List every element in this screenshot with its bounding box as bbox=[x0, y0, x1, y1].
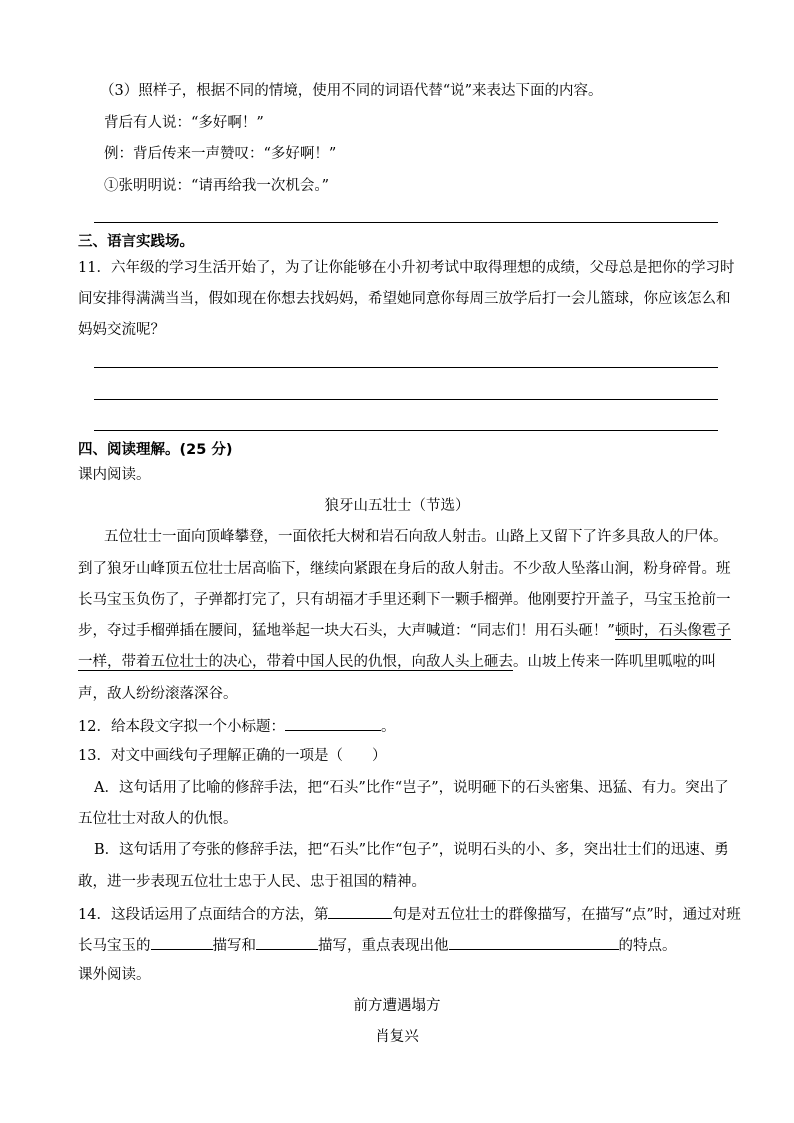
underlined-sentence-start: 顿时，石头像雹子 bbox=[614, 623, 731, 639]
passage-line-3: 长马宝玉负伤了，子弹都打完了，只有胡福才手里还剩下一颗手榴弹。他刚要拧开盖子，马宝玉抢前一 bbox=[78, 592, 731, 608]
q14-text-3: 长马宝玉的 bbox=[78, 938, 151, 954]
q14-text-6: 的特点。 bbox=[618, 938, 677, 954]
passage-line-4 bbox=[78, 621, 731, 641]
q12-end: 。 bbox=[380, 719, 396, 735]
passage-line-5-text: 。山坡上传来一阵叽里呱啦的叫 bbox=[513, 654, 716, 670]
passage-line-2: 到了狼牙山峰顶五位壮士居高临下，继续向紧跟在身后的敌人射击。不少敌人坠落山涧，粉身碎骨。班 bbox=[78, 561, 731, 577]
q3-instruction: （3）照样子，根据不同的情境，使用不同的词语代替“说”来表达下面的内容。 bbox=[100, 83, 603, 99]
extracurricular-reading-label: 课外阅读。 bbox=[78, 967, 151, 983]
q12-text: 12．给本段文字拟一个小标题： bbox=[78, 719, 285, 735]
answer-line[interactable] bbox=[94, 430, 718, 431]
answer-line[interactable] bbox=[94, 399, 718, 400]
q14-text-4: 描写和 bbox=[212, 938, 256, 954]
q3-original-sentence: 背后有人说：“多好啊！” bbox=[104, 115, 264, 131]
q12-answer-blank[interactable] bbox=[285, 715, 381, 731]
q11-line-3: 妈妈交流呢？ bbox=[78, 322, 165, 338]
passage-line-5 bbox=[78, 652, 716, 672]
q13-option-a-line-2: 五位壮士对敌人的仇恨。 bbox=[78, 811, 238, 827]
q13-option-a-line-1[interactable]: A．这句话用了比喻的修辞手法，把“石头”比作“岂子”，说明砸下的石头密集、迅猛、有力。突出了 bbox=[94, 780, 729, 796]
q11-line-1: 11．六年级的学习生活开始了，为了让你能够在小升初考试中取得理想的成绩，父母总是把你的学习时 bbox=[78, 260, 735, 276]
q14-answer-blank-4[interactable] bbox=[449, 934, 619, 950]
q14-answer-blank-1[interactable] bbox=[328, 903, 392, 919]
passage-2-author: 肖复兴 bbox=[375, 1029, 419, 1045]
q14-text-2: 句是对五位壮士的群像描写，在描写“点”时，通过对班 bbox=[392, 907, 741, 923]
passage-2-title: 前方遭遇塌方 bbox=[353, 998, 441, 1014]
q13-option-b-line-2: 敢，进一步表现五位壮士忠于人民、忠于祖国的精神。 bbox=[78, 874, 426, 890]
passage-line-6: 声，敌人纷纷滚落深谷。 bbox=[78, 686, 238, 702]
passage-title: 狼牙山五壮士（节选） bbox=[324, 498, 470, 514]
q14-answer-blank-3[interactable] bbox=[256, 934, 318, 950]
section-3-heading: 三、语言实践场。 bbox=[78, 234, 194, 250]
q14-line-2 bbox=[78, 934, 677, 956]
q14-text-5: 描写，重点表现出他 bbox=[318, 938, 449, 954]
in-class-reading-label: 课内阅读。 bbox=[78, 467, 151, 483]
q14-text-1: 14．这段话运用了点面结合的方法，第 bbox=[78, 907, 329, 923]
q14-line-1 bbox=[78, 903, 741, 925]
underlined-sentence-end: 一样，带着五位壮士的决心，带着中国人民的仇恨，向敌人头上砸去 bbox=[78, 654, 513, 670]
q13: 13．对文中画线句子理解正确的一项是（ ） bbox=[78, 748, 387, 764]
section-4-heading: 四、阅读理解。(25 分) bbox=[78, 442, 233, 458]
answer-line[interactable] bbox=[94, 222, 718, 223]
q3-item-1: ①张明明说：“请再给我一次机会。” bbox=[104, 178, 330, 194]
answer-line[interactable] bbox=[94, 367, 718, 368]
passage-line-4-text: 步，夺过手榴弹插在腰间，猛地举起一块大石头，大声喊道：“同志们！用石头砸！” bbox=[78, 623, 615, 639]
q3-example: 例：背后传来一声赞叹：“多好啊！” bbox=[104, 146, 337, 162]
q14-answer-blank-2[interactable] bbox=[151, 934, 213, 950]
passage-line-1: 五位壮士一面向顶峰攀登，一面依托大树和岩石向敌人射击。山路上又留下了许多具敌人的尸体。 bbox=[104, 529, 728, 545]
q12 bbox=[78, 715, 395, 737]
q13-option-b-line-1[interactable]: B．这句话用了夸张的修辞手法，把“石头”比作“包子”，说明石头的小、多，突出壮士们的迅速、勇 bbox=[94, 842, 729, 858]
q11-line-2: 间安排得满满当当，假如现在你想去找妈妈，希望她同意你每周三放学后打一会儿篮球，你应该怎么和 bbox=[78, 291, 731, 307]
